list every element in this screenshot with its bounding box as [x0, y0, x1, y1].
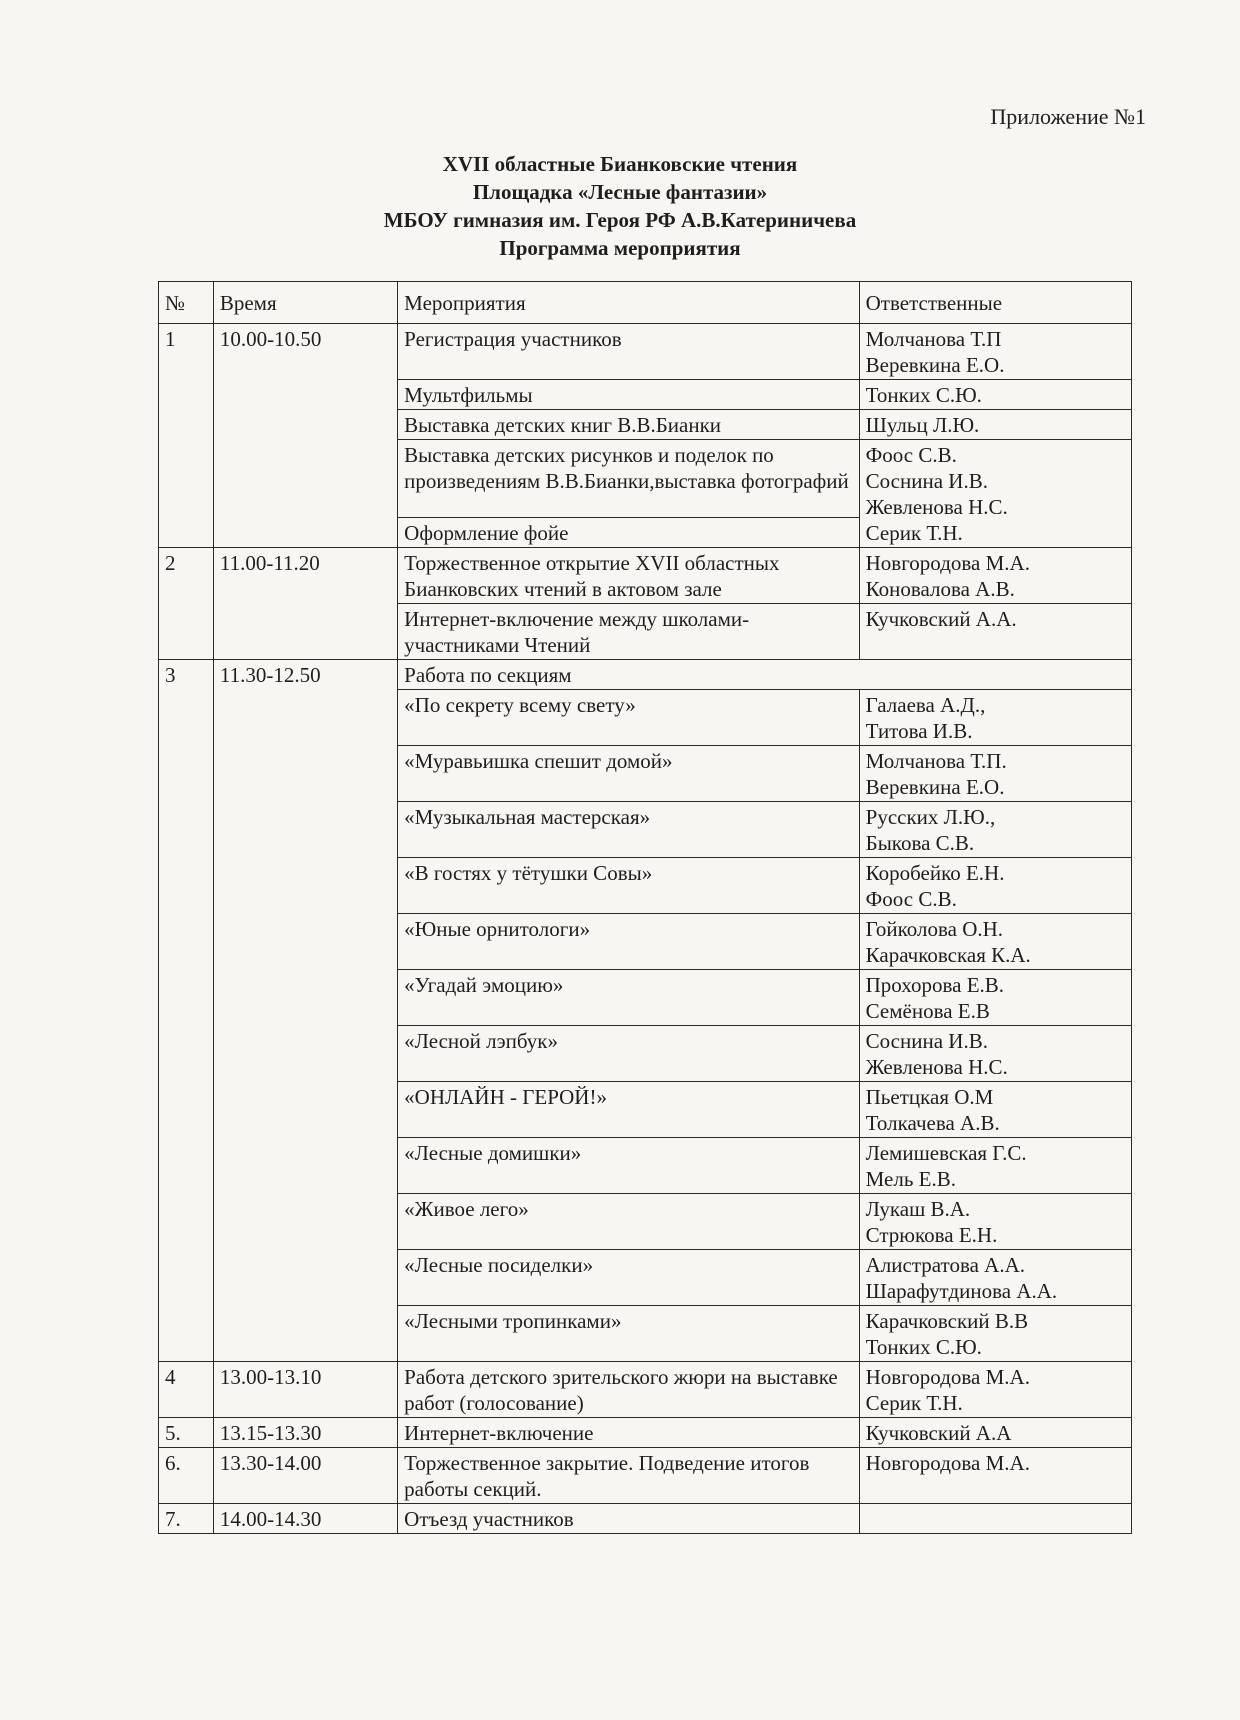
- header-responsible: Ответственные: [859, 282, 1131, 324]
- responsible-name: Стрюкова Е.Н.: [865, 1223, 998, 1247]
- cell-time: 14.00-14.30: [213, 1504, 397, 1534]
- responsible-name: Быкова С.В.: [865, 831, 975, 855]
- table-row: [159, 324, 1132, 380]
- cell-responsible: [859, 1504, 1131, 1534]
- responsible-name: Соснина И.В.: [865, 469, 988, 493]
- cell-responsible: [859, 858, 1131, 914]
- responsible-name: Шульц Л.Ю.: [865, 413, 980, 437]
- cell-activity: «Угадай эмоцию»: [398, 970, 859, 1026]
- cell-time: 13.30-14.00: [213, 1448, 397, 1504]
- responsible-name: Веревкина Е.О.: [865, 353, 1005, 377]
- cell-time: 11.00-11.20: [213, 548, 397, 660]
- cell-responsible: [859, 970, 1131, 1026]
- cell-activity: Торжественное открытие XVII областных Бианковских чтений в актовом зале: [398, 548, 859, 604]
- cell-responsible: [859, 548, 1131, 604]
- responsible-name: Новгородова М.А.: [865, 1451, 1030, 1475]
- cell-activity: «В гостях у тётушки Совы»: [398, 858, 859, 914]
- responsible-name: Пьетцкая О.М: [865, 1085, 994, 1109]
- cell-activity: «ОНЛАЙН - ГЕРОЙ!»: [398, 1082, 859, 1138]
- cell-responsible: [859, 690, 1131, 746]
- cell-responsible: [859, 1082, 1131, 1138]
- responsible-name: Алистратова А.А.: [865, 1253, 1025, 1277]
- cell-num: 5.: [159, 1418, 214, 1448]
- cell-num: 1: [159, 324, 214, 548]
- responsible-name: Карачковская К.А.: [865, 943, 1031, 967]
- cell-num: 6.: [159, 1448, 214, 1504]
- header-activity: Мероприятия: [398, 282, 859, 324]
- responsible-name: Галаева А.Д.,: [865, 693, 986, 717]
- cell-activity: Выставка детских книг В.В.Бианки: [398, 410, 859, 440]
- title-line: XVII областные Бианковские чтения: [442, 152, 798, 176]
- responsible-name: Серик Т.Н.: [865, 1391, 963, 1415]
- cell-responsible: [859, 1026, 1131, 1082]
- table-row: [159, 1362, 1132, 1418]
- responsible-name: Русских Л.Ю.,: [865, 805, 996, 829]
- cell-responsible: [859, 410, 1131, 440]
- cell-activity: Выставка детских рисунков и поделок по произведениям В.В.Бианки,выставка фотографий: [398, 440, 859, 518]
- cell-activity: Мультфильмы: [398, 380, 859, 410]
- responsible-name: Мель Е.В.: [865, 1167, 956, 1191]
- header-num: №: [159, 282, 214, 324]
- cell-activity: Работа по секциям: [398, 660, 1132, 690]
- responsible-name: Молчанова Т.П: [865, 327, 1002, 351]
- responsible-name: Новгородова М.А.: [865, 551, 1030, 575]
- cell-activity: Оформление фойе: [398, 518, 859, 548]
- responsible-name: Веревкина Е.О.: [865, 775, 1005, 799]
- responsible-name: Прохорова Е.В.: [865, 973, 1005, 997]
- responsible-name: Фоос С.В.: [865, 887, 957, 911]
- responsible-name: Тонких С.Ю.: [865, 383, 982, 407]
- cell-responsible: [859, 604, 1131, 660]
- cell-responsible: [859, 1418, 1131, 1448]
- cell-responsible: [859, 1306, 1131, 1362]
- responsible-name: Жевленова Н.С.: [865, 495, 1008, 519]
- cell-activity: «Лесными тропинками»: [398, 1306, 859, 1362]
- appendix-label: Приложение №1: [990, 104, 1146, 129]
- cell-responsible: [859, 746, 1131, 802]
- cell-responsible: [859, 440, 1131, 548]
- cell-activity: «Лесной лэпбук»: [398, 1026, 859, 1082]
- responsible-name: Коновалова А.В.: [865, 577, 1015, 601]
- responsible-name: Толкачева А.В.: [865, 1111, 1000, 1135]
- responsible-name: Соснина И.В.: [865, 1029, 988, 1053]
- cell-responsible: [859, 1138, 1131, 1194]
- cell-responsible: [859, 1448, 1131, 1504]
- cell-activity: «Лесные посиделки»: [398, 1250, 859, 1306]
- cell-time: 11.30-12.50: [213, 660, 397, 1362]
- title-line: Программа мероприятия: [499, 236, 741, 260]
- table-row: [159, 660, 1132, 690]
- cell-activity: «По секрету всему свету»: [398, 690, 859, 746]
- cell-activity: «Музыкальная мастерская»: [398, 802, 859, 858]
- responsible-name: Серик Т.Н.: [865, 521, 963, 545]
- responsible-name: Тонких С.Ю.: [865, 1335, 982, 1359]
- responsible-name: Гойколова О.Н.: [865, 917, 1004, 941]
- responsible-name: Кучковский А.А: [865, 1421, 1012, 1445]
- responsible-name: Лукаш В.А.: [865, 1197, 971, 1221]
- title-line: Площадка «Лесные фантазии»: [472, 180, 768, 204]
- document-title: [0, 150, 1240, 262]
- cell-activity: «Лесные домишки»: [398, 1138, 859, 1194]
- cell-responsible: [859, 914, 1131, 970]
- responsible-name: Карачковский В.В: [865, 1309, 1029, 1333]
- table-row: [159, 1448, 1132, 1504]
- cell-activity: Регистрация участников: [398, 324, 859, 380]
- cell-activity: Работа детского зрительского жюри на выставке работ (голосование): [398, 1362, 859, 1418]
- responsible-name: Молчанова Т.П.: [865, 749, 1007, 773]
- table-row: [159, 1504, 1132, 1534]
- cell-activity: Торжественное закрытие. Подведение итогов работы секций.: [398, 1448, 859, 1504]
- responsible-name: Жевленова Н.С.: [865, 1055, 1008, 1079]
- cell-time: 10.00-10.50: [213, 324, 397, 548]
- cell-num: 7.: [159, 1504, 214, 1534]
- responsible-name: Фоос С.В.: [865, 443, 957, 467]
- responsible-name: Лемишевская Г.С.: [865, 1141, 1027, 1165]
- responsible-name: Коробейко Е.Н.: [865, 861, 1005, 885]
- responsible-name: Шарафутдинова А.А.: [865, 1279, 1058, 1303]
- cell-activity: «Муравьишка спешит домой»: [398, 746, 859, 802]
- cell-time: 13.15-13.30: [213, 1418, 397, 1448]
- cell-num: 4: [159, 1362, 214, 1418]
- cell-time: 13.00-13.10: [213, 1362, 397, 1418]
- cell-responsible: [859, 324, 1131, 380]
- program-table: [158, 281, 1132, 1534]
- responsible-name: Титова И.В.: [865, 719, 973, 743]
- cell-responsible: [859, 380, 1131, 410]
- cell-responsible: [859, 1362, 1131, 1418]
- cell-activity: «Живое лего»: [398, 1194, 859, 1250]
- responsible-name: Семёнова Е.В: [865, 999, 990, 1023]
- cell-num: 3: [159, 660, 214, 1362]
- responsible-name: Новгородова М.А.: [865, 1365, 1030, 1389]
- cell-activity: «Юные орнитологи»: [398, 914, 859, 970]
- cell-activity: Отъезд участников: [398, 1504, 859, 1534]
- cell-num: 2: [159, 548, 214, 660]
- title-line: МБОУ гимназия им. Героя РФ А.В.Катериничева: [383, 208, 857, 232]
- cell-responsible: [859, 1194, 1131, 1250]
- table-row: [159, 1418, 1132, 1448]
- cell-responsible: [859, 802, 1131, 858]
- header-time: Время: [213, 282, 397, 324]
- responsible-name: Кучковский А.А.: [865, 607, 1017, 631]
- cell-responsible: [859, 1250, 1131, 1306]
- table-row: [159, 548, 1132, 604]
- cell-activity: Интернет-включение: [398, 1418, 859, 1448]
- table-header-row: [159, 282, 1132, 324]
- cell-activity: Интернет-включение между школами-участниками Чтений: [398, 604, 859, 660]
